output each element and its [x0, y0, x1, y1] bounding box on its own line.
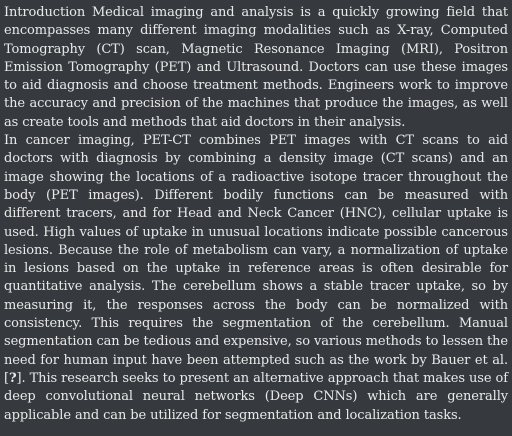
paragraph-text-before-citation: In cancer imaging, PET-CT combines PET images with CT scans to aid doctors with diagnosis by combining a density image (CT scans) and an image showing the locations of a radioactive isotope tracer throughout the body (PET images). Different bodily functions can be measured with different tracers, and for Head and Neck Cancer (HNC), cellular uptake is used. High values of uptake in unusual locations indicate possible cancerous lesions. Because the role of metabolism can vary, a normalization of uptake in lesions based on the uptake in reference areas is often desirable for quantitative analysis. The cerebellum shows a stable tracer uptake, so by measuring it, the responses across the body can be normalized with consistency. This requires the segmentation of the cerebellum. Manual segmentation can be tedious and expensive, so various methods to lessen the need for human input have been attempted such as the work by Bauer et al. [ [4, 133, 509, 386]
paragraph-text-after-citation: ]. This research seeks to present an alternative approach that makes use of deep convolutional neural networks (Deep CNNs) which are generally applicable and can be utilized for segmentation and localization tasks. [4, 370, 508, 423]
citation-marker[interactable]: ? [8, 370, 17, 386]
paragraph-cancer-imaging [4, 132, 508, 425]
paragraph-introduction: Introduction Medical imaging and analysis is a quickly growing field that encompasses many different imaging modalities such as X-ray, Computed Tomography (CT) scan, Magnetic Resonance Imaging (MRI), Positron Emission Tomography (PET) and Ultrasound. Doctors can use these images to aid diagnosis and choose treatment methods. Engineers work to improve the accuracy and precision of the machines that produce the images, as well as create tools and methods that aid doctors in their analysis. [4, 5, 508, 130]
